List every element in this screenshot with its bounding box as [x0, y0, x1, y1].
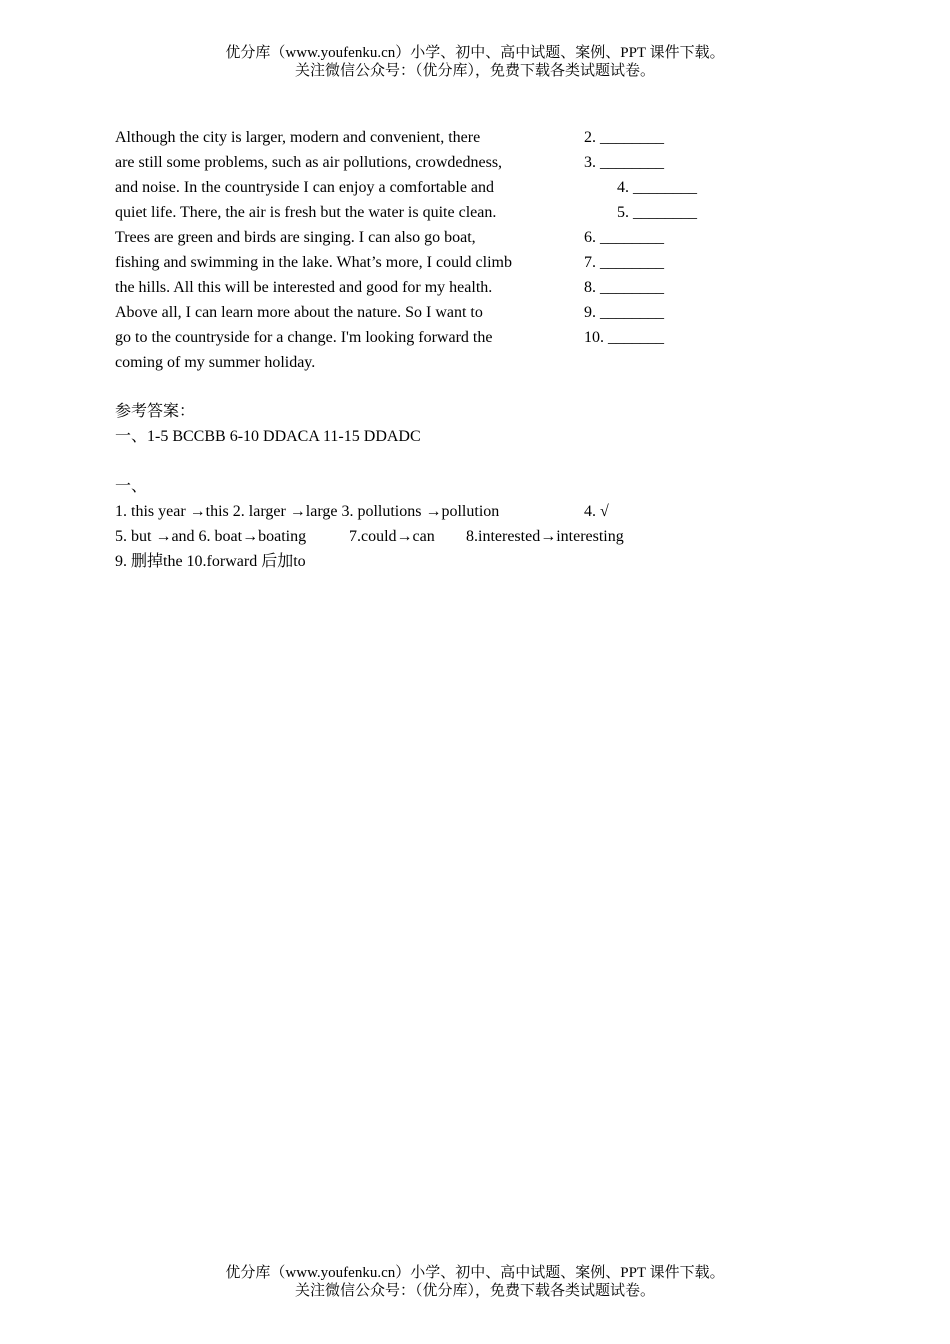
passage-line: fishing and swimming in the lake. What’s more, I could climb — [115, 254, 512, 271]
passage-line: Although the city is larger, modern and convenient, there — [115, 129, 481, 146]
page-footer — [0, 1264, 950, 1300]
passage-line: Trees are green and birds are singing. I can also go boat, — [115, 229, 476, 246]
correction-row-2a: 5. but →and 6. boat→boating — [115, 528, 307, 545]
answer-blank: 7. ________ — [584, 254, 664, 271]
answer-section-2-title: 一、 — [115, 478, 148, 495]
answer-blank: 9. ________ — [584, 304, 664, 321]
footer-line-2: 关注微信公众号：（优分库），免费下载各类试题试卷。 — [294, 1283, 655, 1299]
passage-line: the hills. All this will be interested and good for my health. — [115, 279, 493, 296]
answer-section-1: 一、1-5 BCCBB 6-10 DDACA 11-15 DDADC — [115, 428, 421, 445]
passage-line: and noise. In the countryside I can enjoy a comfortable and — [115, 179, 494, 196]
answer-blank: 8. ________ — [584, 279, 664, 296]
correction-item-8: 8.interested→interesting — [466, 528, 624, 545]
passage-line: are still some problems, such as air pollutions, crowdedness, — [115, 154, 503, 171]
passage-line: quiet life. There, the air is fresh but the water is quite clean. — [115, 204, 497, 221]
passage-line: Above all, I can learn more about the nature. So I want to — [115, 304, 483, 321]
passage-line: go to the countryside for a change. I'm looking forward the — [115, 329, 493, 346]
footer-line-1: 优分库（www.youfenku.cn）小学、初中、高中试题、案例、PPT 课件下载。 — [225, 1265, 725, 1281]
answer-blank: 4. ________ — [617, 179, 697, 196]
passage-line: coming of my summer holiday. — [115, 354, 316, 371]
page-header — [0, 44, 950, 80]
correction-item-7: 7.could→can — [349, 528, 435, 545]
answer-blank: 3. ________ — [584, 154, 664, 171]
correction-row-1: 1. this year →this 2. larger →large 3. pollutions →pollution — [115, 503, 500, 520]
answer-key-title: 参考答案： — [115, 403, 196, 420]
correction-row-3: 9. 删掉the 10.forward 后加to — [115, 553, 306, 570]
answer-blank: 6. ________ — [584, 229, 664, 246]
header-line-1: 优分库（www.youfenku.cn）小学、初中、高中试题、案例、PPT 课件下载。 — [225, 45, 725, 61]
answer-blank: 5. ________ — [617, 204, 697, 221]
correction-item-4: 4. √ — [584, 503, 609, 520]
answer-blank: 10. _______ — [584, 329, 664, 346]
answer-blank: 2. ________ — [584, 129, 664, 146]
header-line-2: 关注微信公众号：（优分库），免费下载各类试题试卷。 — [294, 63, 655, 79]
